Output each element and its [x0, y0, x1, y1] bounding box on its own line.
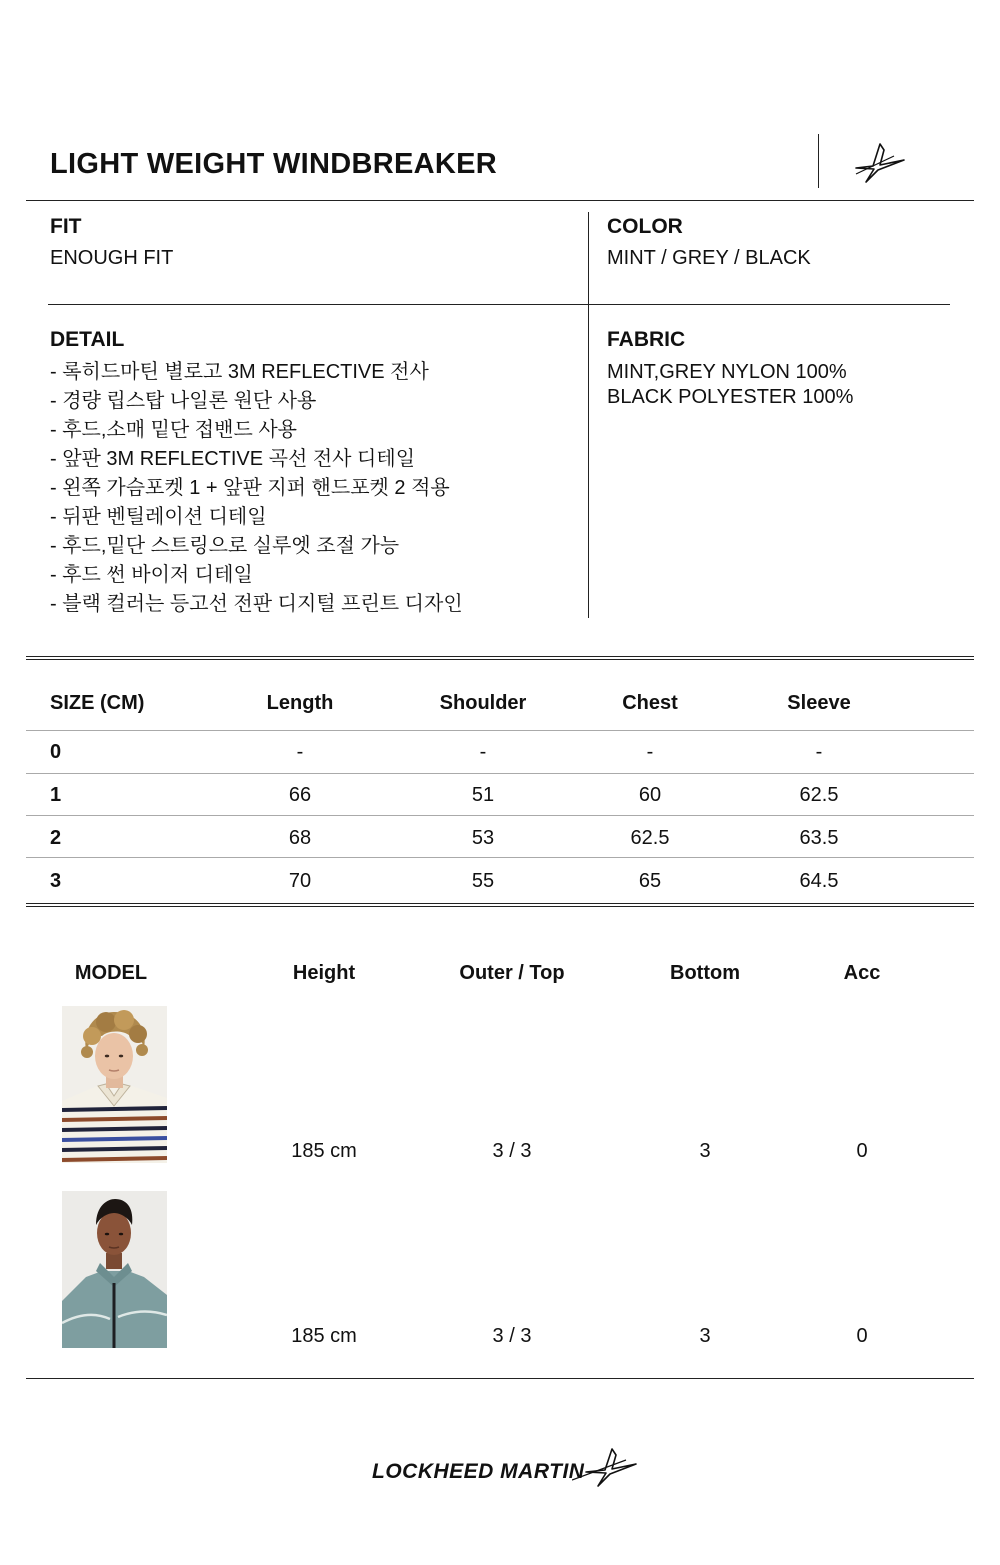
- fabric-line: MINT,GREY NYLON 100%: [607, 361, 847, 383]
- height-cell: 185 cm: [291, 1325, 357, 1347]
- shoulder-cell: -: [479, 741, 487, 763]
- detail-list: [50, 358, 463, 619]
- size-cell: 2: [50, 827, 62, 849]
- acc-cell: 0: [856, 1140, 868, 1162]
- list-item: - 뒤판 벤틸레이션 디테일: [50, 506, 267, 528]
- chest-cell: -: [646, 741, 654, 763]
- fabric-label: FABRIC: [607, 328, 686, 351]
- fit-label: FIT: [50, 215, 82, 238]
- star-streak-icon: [572, 1446, 638, 1488]
- model-table-bottom-rule: [26, 1378, 974, 1379]
- header-divider: [818, 134, 819, 188]
- bottom-header: Bottom: [670, 962, 740, 984]
- sleeve-header: Sleeve: [787, 692, 851, 714]
- color-value: MINT / GREY / BLACK: [607, 247, 811, 269]
- shoulder-cell: 51: [471, 784, 495, 806]
- length-header: Length: [266, 692, 334, 714]
- table-row-divider: [26, 773, 974, 774]
- length-cell: 66: [288, 784, 312, 806]
- sleeve-cell: 63.5: [799, 827, 839, 849]
- list-item: - 왼쪽 가슴포켓 1 + 앞판 지퍼 핸드포켓 2 적용: [50, 477, 450, 499]
- brand-logo: [372, 1446, 642, 1490]
- size-table-bottom-rule: [26, 903, 974, 907]
- acc-header: Acc: [843, 962, 881, 984]
- bottom-cell: 3: [699, 1140, 711, 1162]
- length-cell: -: [296, 741, 304, 763]
- brand-name: LOCKHEED MARTIN: [372, 1460, 585, 1483]
- table-row-divider: [26, 730, 974, 731]
- chest-cell: 62.5: [630, 827, 670, 849]
- list-item: - 앞판 3M REFLECTIVE 곡선 전사 디테일: [50, 448, 416, 470]
- sleeve-cell: 64.5: [799, 870, 839, 892]
- size-cell: 1: [50, 784, 62, 806]
- chest-cell: 60: [638, 784, 662, 806]
- list-item: - 후드 썬 바이저 디테일: [50, 564, 253, 586]
- model-photo-striped-shirt: [62, 1006, 167, 1163]
- shoulder-cell: 55: [471, 870, 495, 892]
- color-label: COLOR: [607, 215, 683, 238]
- list-item: - 경량 립스탑 나일론 원단 사용: [50, 390, 317, 412]
- fit-value: ENOUGH FIT: [50, 247, 174, 269]
- size-cell: 3: [50, 870, 62, 892]
- shoulder-header: Shoulder: [439, 692, 527, 714]
- table-row-divider: [26, 857, 974, 858]
- size-header: SIZE (CM): [50, 692, 145, 714]
- sleeve-cell: 62.5: [799, 784, 839, 806]
- list-item: - 후드,소매 밑단 접밴드 사용: [50, 419, 297, 441]
- list-item: - 후드,밑단 스트링으로 실루엣 조절 가능: [50, 535, 400, 557]
- model-photo-mint-windbreaker: [62, 1191, 167, 1348]
- bottom-cell: 3: [699, 1325, 711, 1347]
- outer-top-cell: 3 / 3: [492, 1325, 532, 1347]
- outer-top-cell: 3 / 3: [492, 1140, 532, 1162]
- page-title: LIGHT WEIGHT WINDBREAKER: [50, 148, 497, 180]
- header-rule: [26, 200, 974, 201]
- star-streak-icon: [850, 138, 906, 184]
- list-item: - 록히드마틴 별로고 3M REFLECTIVE 전사: [50, 361, 429, 383]
- table-row-divider: [26, 815, 974, 816]
- height-header: Height: [292, 962, 356, 984]
- fabric-line: BLACK POLYESTER 100%: [607, 386, 854, 408]
- size-table-top-rule: [26, 656, 974, 660]
- chest-cell: 65: [638, 870, 662, 892]
- model-header: MODEL: [74, 962, 148, 984]
- sleeve-cell: -: [815, 741, 823, 763]
- chest-header: Chest: [622, 692, 678, 714]
- outer-top-header: Outer / Top: [459, 962, 565, 984]
- list-item: - 블랙 컬러는 등고선 전판 디지털 프린트 디자인: [50, 593, 463, 615]
- length-cell: 70: [288, 870, 312, 892]
- shoulder-cell: 53: [471, 827, 495, 849]
- info-column-divider: [588, 212, 589, 618]
- height-cell: 185 cm: [291, 1140, 357, 1162]
- length-cell: 68: [288, 827, 312, 849]
- info-row-rule: [48, 304, 950, 305]
- detail-label: DETAIL: [50, 328, 125, 351]
- size-cell: 0: [50, 741, 62, 763]
- acc-cell: 0: [856, 1325, 868, 1347]
